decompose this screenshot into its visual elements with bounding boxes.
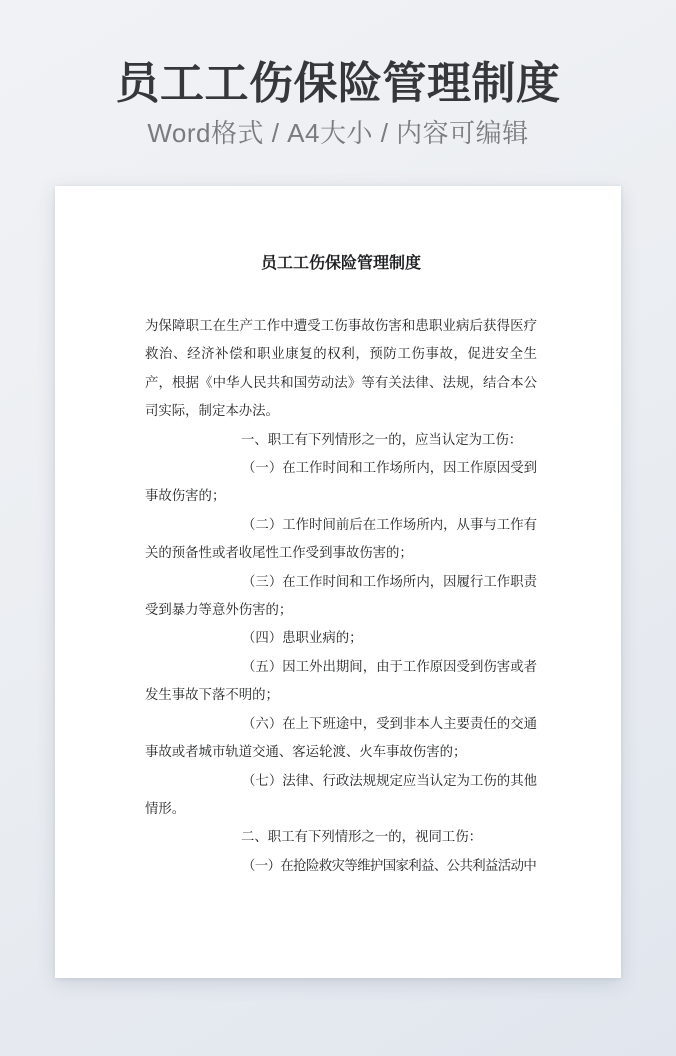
paragraph: （七）法律、行政法规规定应当认定为工伤的其他情形。: [145, 772, 537, 816]
paragraph: （三）在工作时间和工作场所内，因履行工作职责受到暴力等意外伤害的；: [145, 573, 537, 618]
paragraph: （一）在抢险救灾等维护国家利益、公共利益活动中: [242, 857, 537, 873]
paragraph: 一、职工有下列情形之一的，应当认定为工伤：: [241, 431, 523, 447]
template-header: [0, 0, 676, 148]
document-page: [55, 186, 621, 978]
paragraph: （六）在上下班途中，受到非本人主要责任的交通事故或者城市轨道交通、客运轮渡、火车事故伤害的；: [145, 715, 537, 760]
document-body: [145, 312, 537, 880]
paragraph: （一）在工作时间和工作场所内，因工作原因受到事故伤害的；: [145, 460, 537, 504]
paragraph: （五）因工外出期间，由于工作原因受到伤害或者发生事故下落不明的；: [145, 658, 537, 703]
paragraph: （四）患职业病的；: [242, 630, 363, 646]
template-subtitle: Word格式 / A4大小 / 内容可编辑: [147, 118, 529, 148]
paragraph: （二）工作时间前后在工作场所内，从事与工作有关的预备性或者收尾性工作受到事故伤害的；: [145, 516, 537, 561]
paragraph: 为保障职工在生产工作中遭受工伤事故伤害和患职业病后获得医疗救治、经济补偿和职业康复的权利，预防工伤事故，促进安全生产，根据《中华人民共和国劳动法》等有关法律、法规，结合本公司实际，制定本办法。: [145, 318, 537, 419]
template-title: 员工工伤保险管理制度: [115, 59, 561, 108]
paragraph: 二、职工有下列情形之一的，视同工伤：: [241, 829, 483, 845]
document-title: 员工工伤保险管理制度: [260, 255, 421, 272]
